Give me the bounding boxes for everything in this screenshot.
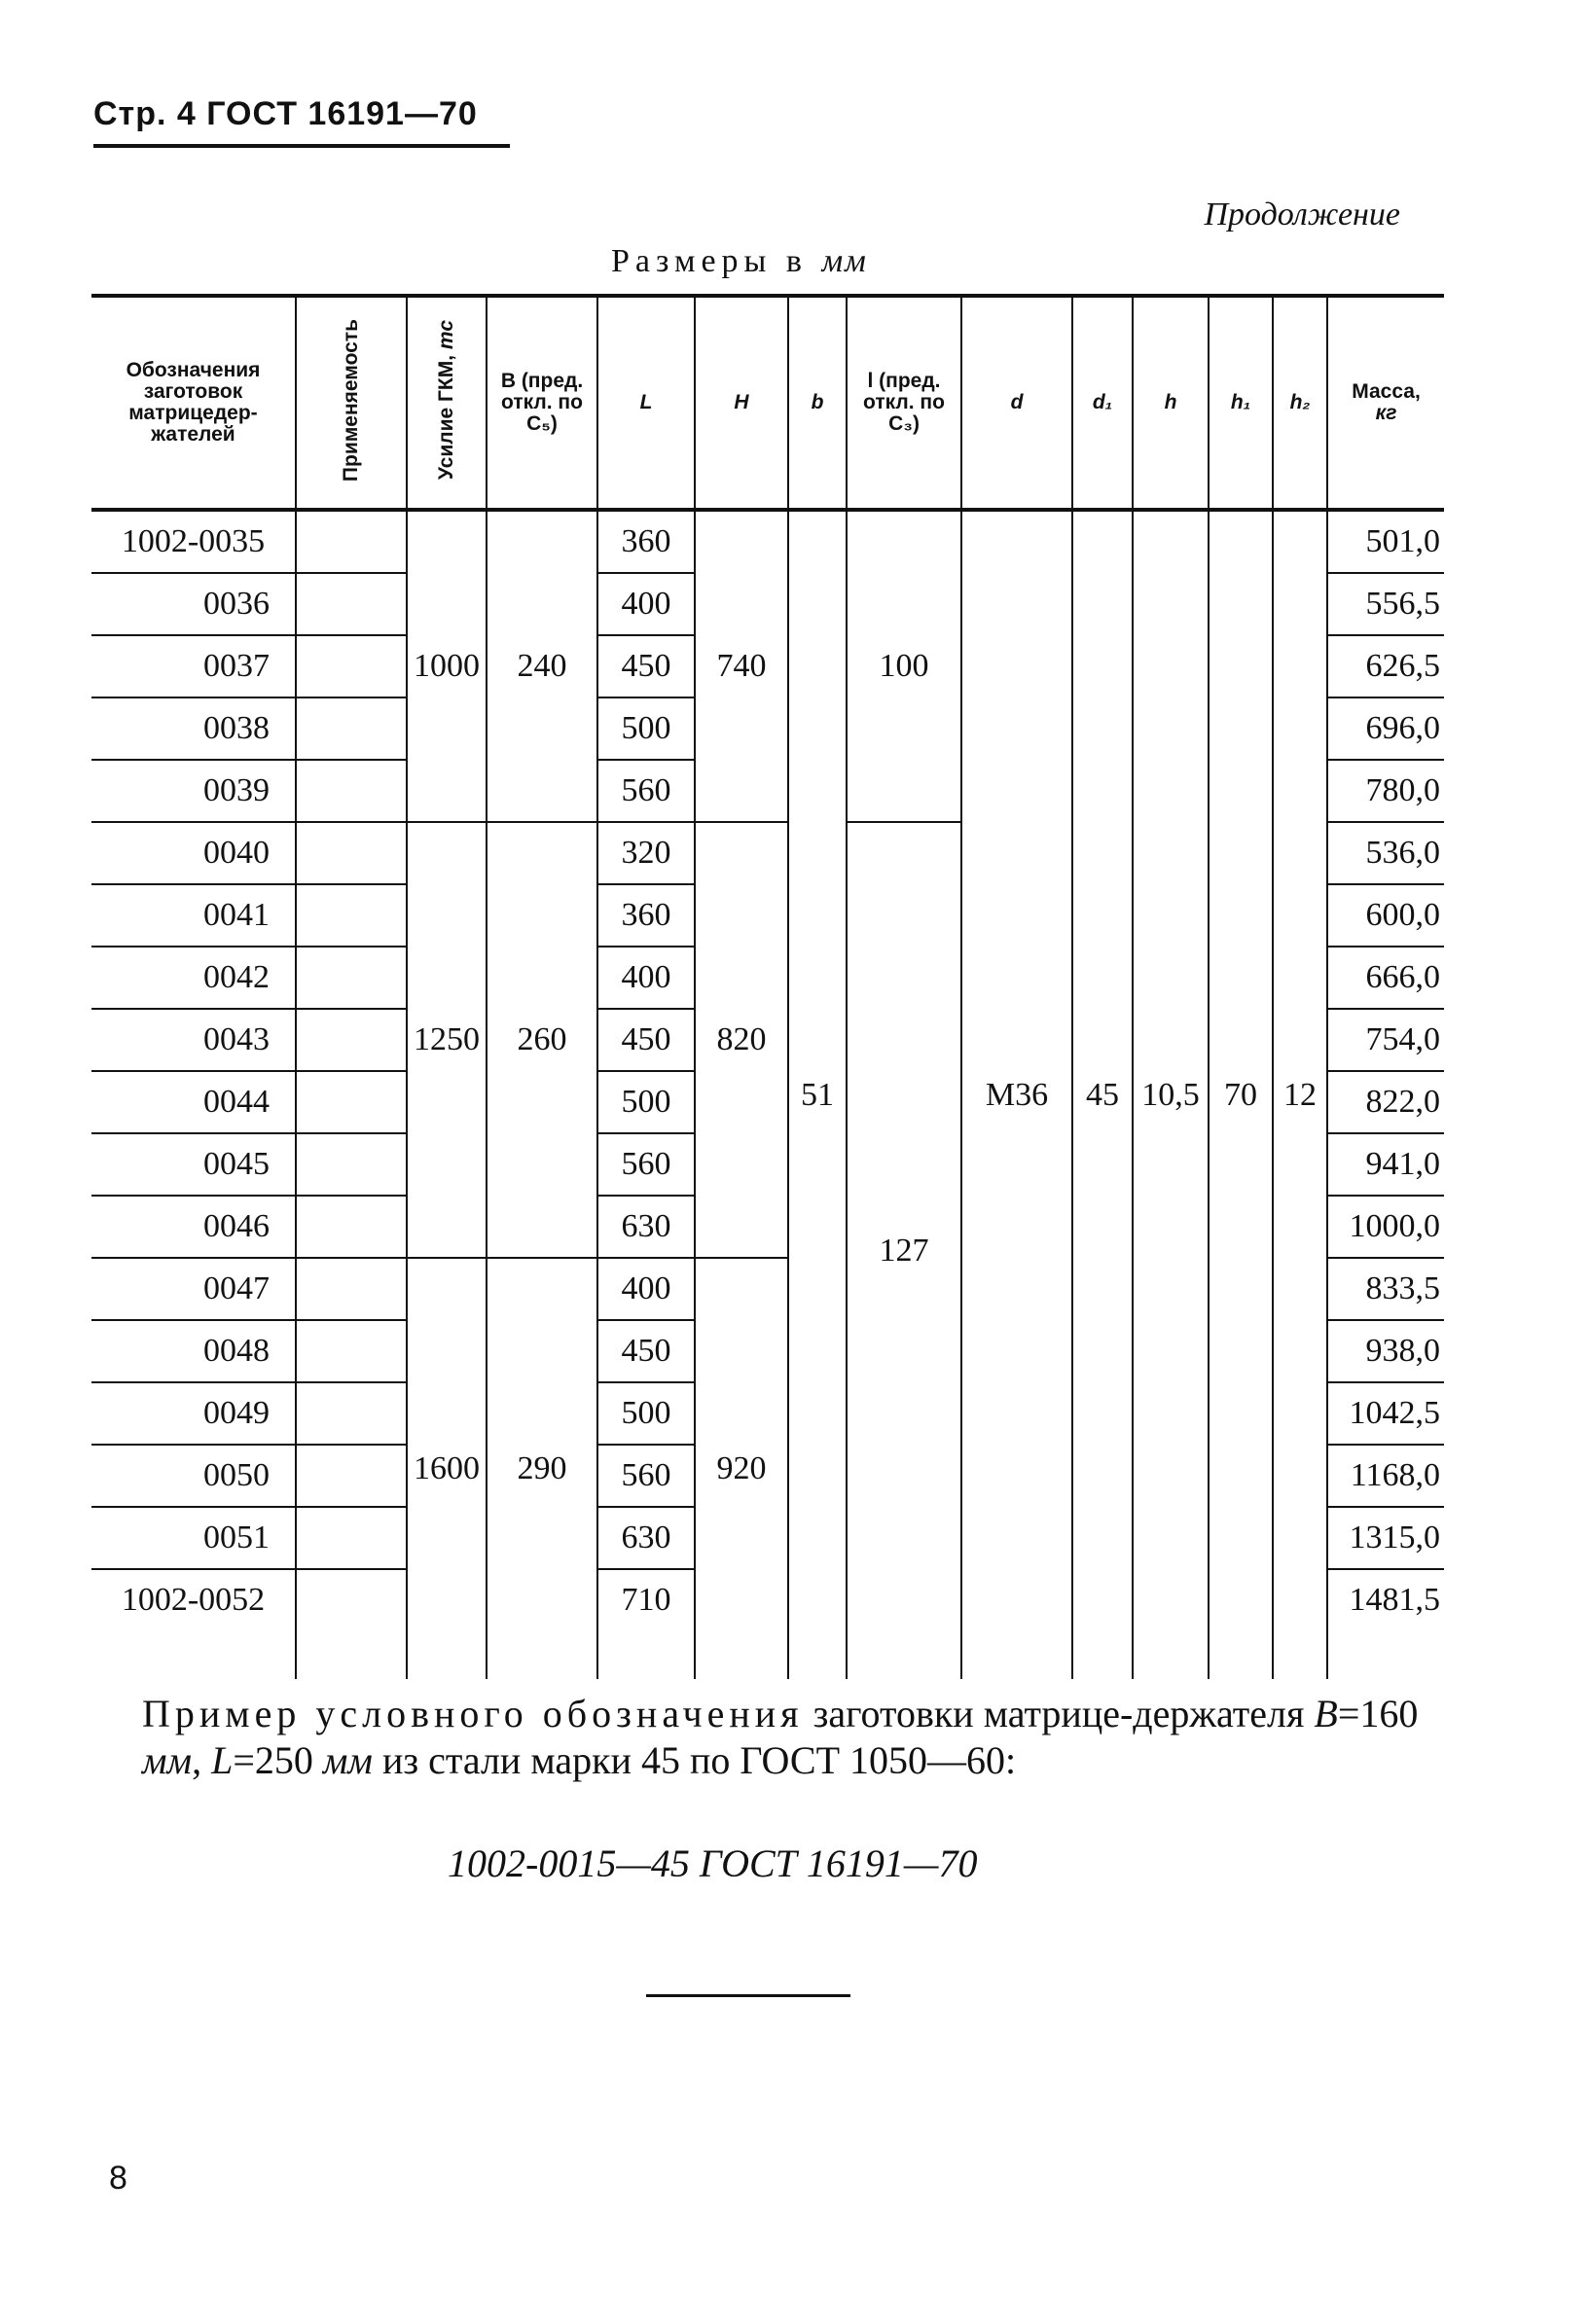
col-mass: Масса, кг bbox=[1327, 296, 1444, 510]
force-cell: 1000 bbox=[407, 510, 487, 822]
designation-cell: 0040 bbox=[91, 822, 296, 884]
force-cell: 1250 bbox=[407, 822, 487, 1258]
col-designation: Обозначения заготовок матрицедер-жателей bbox=[91, 296, 296, 510]
applicability-cell bbox=[296, 1569, 407, 1679]
H-cell: 820 bbox=[695, 822, 788, 1258]
col-l: l (пред. откл. по C₃) bbox=[847, 296, 961, 510]
mass-cell: 780,0 bbox=[1327, 760, 1444, 822]
applicability-cell bbox=[296, 884, 407, 947]
mass-cell: 1168,0 bbox=[1327, 1445, 1444, 1507]
L-cell: 500 bbox=[597, 1382, 695, 1445]
sizes-label: Размеры в bbox=[611, 243, 808, 279]
mass-cell: 754,0 bbox=[1327, 1009, 1444, 1071]
col-applicability: Применяемость bbox=[296, 296, 407, 510]
sizes-caption bbox=[611, 243, 868, 280]
designation-cell: 1002-0035 bbox=[91, 510, 296, 573]
applicability-cell bbox=[296, 1071, 407, 1133]
d-cell: M36 bbox=[961, 510, 1072, 1679]
mass-cell: 1481,5 bbox=[1327, 1569, 1444, 1679]
L-cell: 500 bbox=[597, 1071, 695, 1133]
b-cell: 51 bbox=[788, 510, 847, 1679]
applicability-cell bbox=[296, 573, 407, 635]
designation-cell: 0038 bbox=[91, 697, 296, 760]
col-h: h bbox=[1133, 296, 1209, 510]
L-cell: 320 bbox=[597, 822, 695, 884]
L-cell: 400 bbox=[597, 573, 695, 635]
col-force: Усилие ГКМ, тс bbox=[407, 296, 487, 510]
page-header: Стр. 4 ГОСТ 16191—70 bbox=[93, 95, 478, 132]
l-cell: 100 bbox=[847, 510, 961, 822]
mass-cell: 941,0 bbox=[1327, 1133, 1444, 1196]
mass-cell: 938,0 bbox=[1327, 1320, 1444, 1382]
applicability-cell bbox=[296, 1009, 407, 1071]
mass-cell: 833,5 bbox=[1327, 1258, 1444, 1320]
sizes-unit: мм bbox=[821, 243, 868, 279]
L-cell: 400 bbox=[597, 947, 695, 1009]
designation-cell: 0045 bbox=[91, 1133, 296, 1196]
applicability-cell bbox=[296, 947, 407, 1009]
designation-cell: 1002-0052 bbox=[91, 1569, 296, 1679]
B-cell: 260 bbox=[487, 822, 597, 1258]
page-number: 8 bbox=[109, 2160, 127, 2197]
designation-cell: 0051 bbox=[91, 1507, 296, 1569]
L-cell: 360 bbox=[597, 510, 695, 573]
designation-cell: 0049 bbox=[91, 1382, 296, 1445]
mass-cell: 666,0 bbox=[1327, 947, 1444, 1009]
end-rule bbox=[646, 1994, 850, 1997]
mass-cell: 556,5 bbox=[1327, 573, 1444, 635]
continuation-label: Продолжение bbox=[1204, 197, 1400, 232]
applicability-cell bbox=[296, 697, 407, 760]
L-cell: 560 bbox=[597, 1133, 695, 1196]
h1-cell: 70 bbox=[1209, 510, 1273, 1679]
L-cell: 360 bbox=[597, 884, 695, 947]
h-cell: 10,5 bbox=[1133, 510, 1209, 1679]
L-cell: 630 bbox=[597, 1196, 695, 1258]
L-cell: 450 bbox=[597, 635, 695, 697]
mass-cell: 600,0 bbox=[1327, 884, 1444, 947]
col-H: H bbox=[695, 296, 788, 510]
H-cell: 920 bbox=[695, 1258, 788, 1679]
L-cell: 560 bbox=[597, 760, 695, 822]
mass-cell: 536,0 bbox=[1327, 822, 1444, 884]
designation-cell: 0042 bbox=[91, 947, 296, 1009]
force-cell: 1600 bbox=[407, 1258, 487, 1679]
mass-cell: 626,5 bbox=[1327, 635, 1444, 697]
B-cell: 240 bbox=[487, 510, 597, 822]
designation-cell: 0039 bbox=[91, 760, 296, 822]
d1-cell: 45 bbox=[1072, 510, 1133, 1679]
applicability-cell bbox=[296, 1258, 407, 1320]
applicability-cell bbox=[296, 1320, 407, 1382]
designation-cell: 0037 bbox=[91, 635, 296, 697]
table-row bbox=[91, 510, 1444, 573]
L-cell: 560 bbox=[597, 1445, 695, 1507]
B-cell: 290 bbox=[487, 1258, 597, 1679]
example-paragraph: Пример условного обозначения заготовки матрице-держателя B=160 мм, L=250 мм из стали марки 45 по ГОСТ 1050—60: bbox=[142, 1692, 1419, 1782]
designation-cell: 0046 bbox=[91, 1196, 296, 1258]
H-cell: 740 bbox=[695, 510, 788, 822]
col-d1: d₁ bbox=[1072, 296, 1133, 510]
designation-cell: 0050 bbox=[91, 1445, 296, 1507]
applicability-cell bbox=[296, 760, 407, 822]
designation-cell: 0047 bbox=[91, 1258, 296, 1320]
l-cell: 127 bbox=[847, 822, 961, 1679]
L-cell: 710 bbox=[597, 1569, 695, 1679]
applicability-cell bbox=[296, 1196, 407, 1258]
mass-cell: 1315,0 bbox=[1327, 1507, 1444, 1569]
L-cell: 450 bbox=[597, 1009, 695, 1071]
designation-cell: 0041 bbox=[91, 884, 296, 947]
designation-example: 1002-0015—45 ГОСТ 16191—70 bbox=[448, 1841, 978, 1885]
mass-cell: 696,0 bbox=[1327, 697, 1444, 760]
L-cell: 450 bbox=[597, 1320, 695, 1382]
applicability-cell bbox=[296, 1133, 407, 1196]
designation-cell: 0036 bbox=[91, 573, 296, 635]
col-h2: h₂ bbox=[1273, 296, 1327, 510]
designation-cell: 0043 bbox=[91, 1009, 296, 1071]
L-cell: 630 bbox=[597, 1507, 695, 1569]
header-rule bbox=[93, 144, 510, 148]
table-body bbox=[91, 510, 1444, 1679]
col-h1: h₁ bbox=[1209, 296, 1273, 510]
applicability-cell bbox=[296, 1445, 407, 1507]
L-cell: 400 bbox=[597, 1258, 695, 1320]
mass-cell: 501,0 bbox=[1327, 510, 1444, 573]
dimensions-table bbox=[91, 294, 1444, 1679]
applicability-cell bbox=[296, 635, 407, 697]
applicability-cell bbox=[296, 1382, 407, 1445]
applicability-cell bbox=[296, 1507, 407, 1569]
applicability-cell bbox=[296, 822, 407, 884]
col-b: b bbox=[788, 296, 847, 510]
L-cell: 500 bbox=[597, 697, 695, 760]
mass-cell: 1042,5 bbox=[1327, 1382, 1444, 1445]
h2-cell: 12 bbox=[1273, 510, 1327, 1679]
col-d: d bbox=[961, 296, 1072, 510]
designation-cell: 0044 bbox=[91, 1071, 296, 1133]
designation-cell: 0048 bbox=[91, 1320, 296, 1382]
mass-cell: 1000,0 bbox=[1327, 1196, 1444, 1258]
applicability-cell bbox=[296, 510, 407, 573]
col-B: B (пред. откл. по C₅) bbox=[487, 296, 597, 510]
mass-cell: 822,0 bbox=[1327, 1071, 1444, 1133]
col-L: L bbox=[597, 296, 695, 510]
